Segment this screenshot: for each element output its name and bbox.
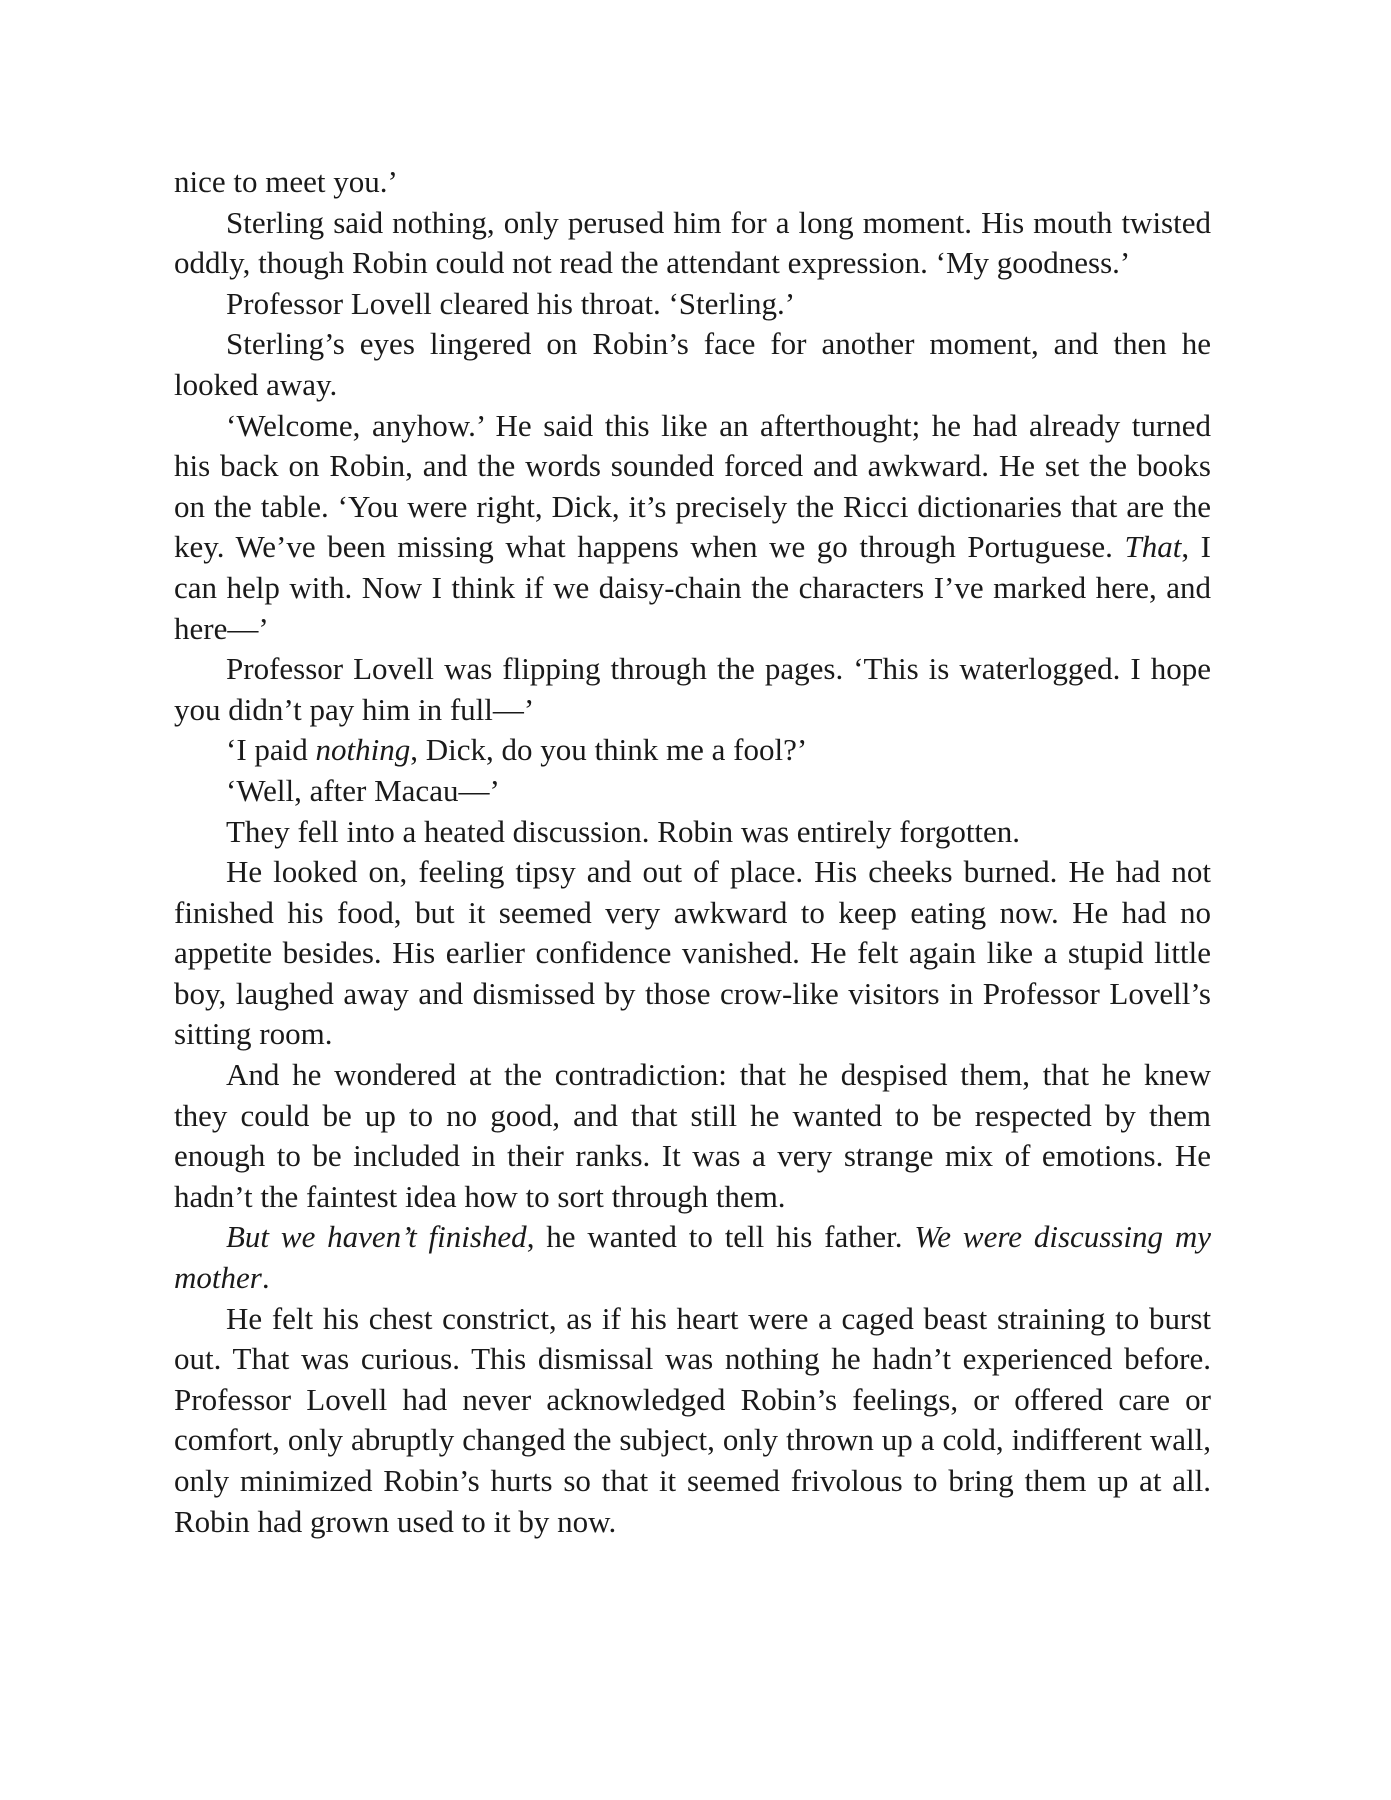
paragraph <box>174 284 1211 325</box>
paragraph <box>174 203 1211 284</box>
text-run: He felt his chest constrict, as if his heart were a caged beast straining to burst out. That was curious. This dismissal was nothing he hadn’t experienced before. Professor Lovell had never acknowledged Robin’s feelings, or offered care or comfort, only abruptly changed the subject, only thrown up a cold, indifferent wall, only minimized Robin’s hurts so that it seemed frivolous to bring them up at all. Robin had grown used to it by now. <box>174 1300 1211 1539</box>
paragraph <box>174 649 1211 730</box>
text-run: , I can help with. Now I think if we daisy-chain the characters I’ve marked here, and here—’ <box>174 529 1211 646</box>
paragraph <box>174 162 1211 203</box>
paragraph <box>174 406 1211 650</box>
text-run: , he wanted to tell his father. <box>526 1219 915 1255</box>
text-run: Professor Lovell was flipping through the pages. ‘This is waterlogged. I hope you didn’t pay him in full—’ <box>174 651 1211 727</box>
paragraph <box>174 852 1211 1055</box>
italic-text: That <box>1124 529 1182 565</box>
text-run: Sterling’s eyes lingered on Robin’s face for another moment, and then he looked away. <box>174 326 1211 402</box>
text-run: nice to meet you.’ <box>174 164 398 199</box>
paragraph <box>174 730 1211 771</box>
text-run: Professor Lovell cleared his throat. ‘Sterling.’ <box>226 285 796 321</box>
book-page <box>174 162 1211 1542</box>
italic-text: nothing <box>315 732 411 768</box>
paragraph <box>174 324 1211 405</box>
italic-text: But we haven’t finished <box>226 1219 527 1255</box>
paragraph <box>174 1055 1211 1217</box>
paragraph <box>174 812 1211 853</box>
italic-text: We were discussing my mother <box>174 1219 1212 1296</box>
paragraph <box>174 1217 1211 1298</box>
text-run: , Dick, do you think me a fool?’ <box>410 732 808 768</box>
text-run: ‘I paid <box>226 732 316 768</box>
text-run: They fell into a heated discussion. Robin was entirely forgotten. <box>226 813 1021 849</box>
text-run: Sterling said nothing, only perused him for a long moment. His mouth twisted oddly, though Robin could not read the attendant expression. ‘My goodness.’ <box>174 204 1211 281</box>
text-run: . <box>261 1260 270 1296</box>
text-run: He looked on, feeling tipsy and out of place. His cheeks burned. He had not finished his food, but it seemed very awkward to keep eating now. He had no appetite besides. His earlier confidence vanished. He felt again like a stupid little boy, laughed away and dismissed by those crow-like visitors in Professor Lovell’s sitting room. <box>174 854 1211 1052</box>
text-run: And he wondered at the contradiction: that he despised them, that he knew they could be up to no good, and that still he wanted to be respected by them enough to be included in their ranks. It was a very strange mix of emotions. He hadn’t the faintest idea how to sort through them. <box>174 1057 1211 1214</box>
text-run: ‘Well, after Macau—’ <box>226 772 500 808</box>
text-run: ‘Welcome, anyhow.’ He said this like an afterthought; he had already turned his back on Robin, and the words sounded forced and awkward. He set the books on the table. ‘You were right, Dick, it’s precisely the Ricci dictionaries that are the key. We’ve been missing what happens when we go through Portuguese. <box>174 407 1211 565</box>
paragraph <box>174 771 1211 812</box>
paragraph <box>174 1299 1211 1543</box>
